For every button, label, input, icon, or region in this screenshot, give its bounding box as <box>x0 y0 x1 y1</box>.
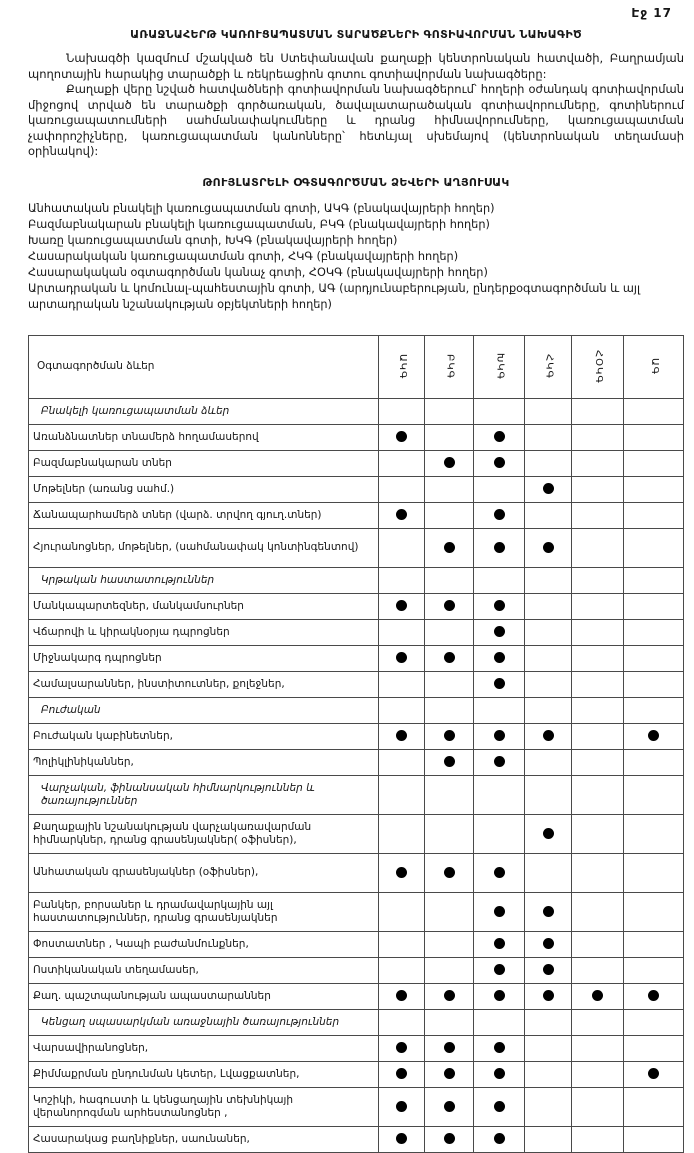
marker-cell <box>474 502 525 528</box>
filled-circle-icon <box>494 509 505 520</box>
marker-cell <box>379 502 425 528</box>
marker-cell <box>624 1035 684 1061</box>
marker-cell <box>474 619 525 645</box>
filled-circle-icon <box>543 542 554 553</box>
marker-cell <box>474 983 525 1009</box>
row-label: Կոշիկի, հագուստի և կենցաղային տեխնիկայի վերանորոգման արհեստանոցներ , <box>29 1087 379 1126</box>
marker-cell <box>624 593 684 619</box>
marker-cell <box>379 892 425 931</box>
marker-cell <box>379 645 425 671</box>
marker-cell <box>572 502 624 528</box>
filled-circle-icon <box>396 1042 407 1053</box>
row-label: Առանձնատներ տնամերձ հողամասերով <box>29 424 379 450</box>
filled-circle-icon <box>494 431 505 442</box>
marker-cell <box>379 814 425 853</box>
marker-cell <box>525 1087 572 1126</box>
marker-cell <box>425 671 474 697</box>
marker-cell <box>624 931 684 957</box>
marker-cell <box>572 1087 624 1126</box>
filled-circle-icon <box>396 730 407 741</box>
row-label: Վարչական, ֆինանսական հիմնարկություններ և ծառայություններ <box>29 775 379 814</box>
marker-cell <box>474 931 525 957</box>
marker-cell <box>525 697 572 723</box>
filled-circle-icon <box>543 906 554 917</box>
table-row <box>29 1061 684 1087</box>
marker-cell <box>624 398 684 424</box>
filled-circle-icon <box>396 509 407 520</box>
marker-cell <box>379 957 425 983</box>
marker-cell <box>572 424 624 450</box>
row-label: Բուժական <box>29 697 379 723</box>
column-header <box>379 335 425 398</box>
table-row <box>29 450 684 476</box>
marker-cell <box>525 502 572 528</box>
row-label: Կենցաղ սպասարկման առաջնային ծառայություններ <box>29 1009 379 1035</box>
marker-cell <box>525 775 572 814</box>
marker-cell <box>425 957 474 983</box>
marker-cell <box>525 957 572 983</box>
marker-cell <box>425 567 474 593</box>
marker-cell <box>572 476 624 502</box>
marker-cell <box>624 723 684 749</box>
marker-cell <box>572 671 624 697</box>
table-row <box>29 723 684 749</box>
filled-circle-icon <box>444 1133 455 1144</box>
marker-cell <box>425 502 474 528</box>
marker-cell <box>572 723 624 749</box>
column-header-label: ՀԿԳ <box>543 353 555 379</box>
marker-cell <box>624 957 684 983</box>
marker-cell <box>425 424 474 450</box>
marker-cell <box>624 424 684 450</box>
marker-cell <box>474 593 525 619</box>
row-label: Մոթելներ (առանց սահմ.) <box>29 476 379 502</box>
marker-cell <box>572 697 624 723</box>
row-label: Փոստատներ , Կապի բաժանմունքներ, <box>29 931 379 957</box>
table-row <box>29 892 684 931</box>
marker-cell <box>379 528 425 567</box>
filled-circle-icon <box>494 1101 505 1112</box>
marker-cell <box>525 749 572 775</box>
marker-cell <box>624 502 684 528</box>
marker-cell <box>525 671 572 697</box>
marker-cell <box>624 853 684 892</box>
marker-cell <box>525 1126 572 1152</box>
marker-cell <box>624 892 684 931</box>
marker-cell <box>624 450 684 476</box>
column-header <box>572 335 624 398</box>
filled-circle-icon <box>494 678 505 689</box>
legend-item: Անհատական բնակելի կառուցապատման գոտի, ԱԿԳ (բնակավայրերի հողեր) <box>28 201 495 215</box>
row-label: Ոստիկանական տեղամասեր, <box>29 957 379 983</box>
table-row <box>29 749 684 775</box>
marker-cell <box>379 723 425 749</box>
marker-cell <box>624 983 684 1009</box>
filled-circle-icon <box>543 938 554 949</box>
marker-cell <box>525 476 572 502</box>
filled-circle-icon <box>494 1068 505 1079</box>
filled-circle-icon <box>396 990 407 1001</box>
marker-cell <box>525 645 572 671</box>
row-label: Անհատական գրասենյակներ (օֆիսներ), <box>29 853 379 892</box>
row-label: Բանկեր, բորսաներ և դրամավարկային այլ հաստատություններ, դրանց գրասենյակներ <box>29 892 379 931</box>
filled-circle-icon <box>444 600 455 611</box>
filled-circle-icon <box>494 600 505 611</box>
filled-circle-icon <box>396 1101 407 1112</box>
marker-cell <box>425 853 474 892</box>
section-row <box>29 697 684 723</box>
column-header <box>624 335 684 398</box>
filled-circle-icon <box>648 1068 659 1079</box>
filled-circle-icon <box>494 1042 505 1053</box>
row-label: Քաղաքային նշանակության վարչակառավարման հիմնարկներ, դրանց գրասենյակներ( օֆիսներ), <box>29 814 379 853</box>
marker-cell <box>425 593 474 619</box>
document-title: ԱՌԱՋՆԱՀԵՐԹ ԿԱՌՈՒՑԱՊԱՏՄԱՆ ՏԱՐԱԾՔՆԵՐԻ ԳՈՏԻԱՎՈՐՄԱՆ ՆԱԽԱԳԻԾ <box>130 28 582 41</box>
header-row <box>29 335 684 398</box>
filled-circle-icon <box>494 938 505 949</box>
marker-cell <box>425 892 474 931</box>
table-row <box>29 1035 684 1061</box>
row-label: Մանկապարտեզներ, մանկամսուրներ <box>29 593 379 619</box>
marker-cell <box>624 619 684 645</box>
legend-item: Արտադրական և կոմունալ-պահեստային գոտի, ԱԳ (արդյունաբերության, ընդերքօգտագործման և այլ արտադրական նշանակության օբյեկտների հողեր) <box>28 281 641 311</box>
marker-cell <box>525 853 572 892</box>
filled-circle-icon <box>494 756 505 767</box>
row-label: Վարսավիրանոցներ, <box>29 1035 379 1061</box>
marker-cell <box>572 398 624 424</box>
filled-circle-icon <box>592 990 603 1001</box>
marker-cell <box>425 476 474 502</box>
marker-cell <box>525 567 572 593</box>
marker-cell <box>525 528 572 567</box>
row-label: Քաղ. պաշտպանության ապաստարաններ <box>29 983 379 1009</box>
marker-cell <box>525 723 572 749</box>
marker-cell <box>572 528 624 567</box>
marker-cell <box>379 697 425 723</box>
marker-cell <box>572 814 624 853</box>
filled-circle-icon <box>494 626 505 637</box>
filled-circle-icon <box>543 990 554 1001</box>
table-row <box>29 619 684 645</box>
marker-cell <box>525 619 572 645</box>
marker-cell <box>425 749 474 775</box>
table-row <box>29 645 684 671</box>
row-label: Համալսարաններ, ինստիտուտներ, քոլեջներ, <box>29 671 379 697</box>
marker-cell <box>379 1087 425 1126</box>
table-row <box>29 593 684 619</box>
table-row <box>29 853 684 892</box>
table-row <box>29 671 684 697</box>
marker-cell <box>624 476 684 502</box>
marker-cell <box>425 398 474 424</box>
marker-cell <box>624 671 684 697</box>
marker-cell <box>572 775 624 814</box>
filled-circle-icon <box>396 600 407 611</box>
marker-cell <box>572 957 624 983</box>
filled-circle-icon <box>444 756 455 767</box>
corner-header: Օգտագործման ձևեր <box>29 335 379 398</box>
row-label: Պոլիկլինիկաններ, <box>29 749 379 775</box>
marker-cell <box>425 528 474 567</box>
marker-cell <box>379 424 425 450</box>
marker-cell <box>474 1009 525 1035</box>
page-number: Էջ 17 <box>631 6 672 20</box>
marker-cell <box>379 1009 425 1035</box>
section-row <box>29 398 684 424</box>
marker-cell <box>572 749 624 775</box>
marker-cell <box>572 645 624 671</box>
marker-cell <box>624 645 684 671</box>
marker-cell <box>525 424 572 450</box>
marker-cell <box>474 749 525 775</box>
filled-circle-icon <box>396 652 407 663</box>
filled-circle-icon <box>444 457 455 468</box>
marker-cell <box>379 398 425 424</box>
marker-cell <box>624 1126 684 1152</box>
filled-circle-icon <box>444 542 455 553</box>
marker-cell <box>525 398 572 424</box>
marker-cell <box>474 697 525 723</box>
marker-cell <box>474 957 525 983</box>
marker-cell <box>525 1035 572 1061</box>
marker-cell <box>525 983 572 1009</box>
marker-cell <box>425 775 474 814</box>
paragraph: Քաղաքի վերը նշված հատվածների գոտիավորման նախագծերում՝ հողերի օժանդակ գոտիավորման միջոցով տրված են տարածքի գործառական, ծավալատարածական գոտիավորումները, գոտիներում կառուցապատումների սահմանափակումները և դրանց հիմնավորումները, կառուցապատման չափորոշիչները, կառուցապատման կանոնները՝ հետևյալ սխեմայով (կենտրոնական տեղամասի օրինակով): <box>28 82 684 158</box>
marker-cell <box>572 1061 624 1087</box>
column-header-label: ԱԿԳ <box>396 353 408 380</box>
marker-cell <box>379 671 425 697</box>
section-row <box>29 1009 684 1035</box>
marker-cell <box>474 723 525 749</box>
filled-circle-icon <box>494 542 505 553</box>
row-label: Կրթական հաստատություններ <box>29 567 379 593</box>
marker-cell <box>474 1035 525 1061</box>
column-header-label: ԲԿԳ <box>444 353 456 380</box>
filled-circle-icon <box>444 1042 455 1053</box>
marker-cell <box>572 892 624 931</box>
legend-item: Հասարակական օգտագործման կանաչ գոտի, ՀՕԿԳ (բնակավայրերի հողեր) <box>28 265 488 279</box>
marker-cell <box>425 1126 474 1152</box>
marker-cell <box>474 1087 525 1126</box>
table-row <box>29 1087 684 1126</box>
zoning-table <box>28 335 684 1153</box>
row-label: Բուժական կաբինետներ, <box>29 723 379 749</box>
filled-circle-icon <box>396 867 407 878</box>
column-header <box>474 335 525 398</box>
marker-cell <box>425 931 474 957</box>
filled-circle-icon <box>444 1101 455 1112</box>
marker-cell <box>474 645 525 671</box>
marker-cell <box>379 983 425 1009</box>
filled-circle-icon <box>543 730 554 741</box>
marker-cell <box>474 424 525 450</box>
marker-cell <box>379 931 425 957</box>
table-row <box>29 528 684 567</box>
marker-cell <box>425 983 474 1009</box>
filled-circle-icon <box>444 1068 455 1079</box>
marker-cell <box>474 671 525 697</box>
table-row <box>29 476 684 502</box>
column-header-label: ԽԿԳ <box>494 352 506 381</box>
filled-circle-icon <box>494 730 505 741</box>
column-header <box>525 335 572 398</box>
filled-circle-icon <box>648 730 659 741</box>
marker-cell <box>572 619 624 645</box>
marker-cell <box>572 1035 624 1061</box>
marker-cell <box>624 1009 684 1035</box>
section-row <box>29 567 684 593</box>
marker-cell <box>379 1126 425 1152</box>
marker-cell <box>379 1035 425 1061</box>
table-row <box>29 814 684 853</box>
marker-cell <box>525 814 572 853</box>
filled-circle-icon <box>444 730 455 741</box>
marker-cell <box>572 450 624 476</box>
column-header-label: ՀՕԿԳ <box>592 349 604 384</box>
marker-cell <box>624 1087 684 1126</box>
marker-cell <box>525 1009 572 1035</box>
marker-cell <box>572 1126 624 1152</box>
marker-cell <box>425 723 474 749</box>
marker-cell <box>624 749 684 775</box>
marker-cell <box>474 775 525 814</box>
marker-cell <box>572 1009 624 1035</box>
marker-cell <box>474 853 525 892</box>
filled-circle-icon <box>494 867 505 878</box>
table-row <box>29 931 684 957</box>
marker-cell <box>474 450 525 476</box>
row-label: Միջնակարգ դպրոցներ <box>29 645 379 671</box>
filled-circle-icon <box>396 1133 407 1144</box>
marker-cell <box>425 814 474 853</box>
legend-item: Բազմաբնակարան բնակելի կառուցապատման, ԲԿԳ (բնակավայրերի հողեր) <box>28 217 490 231</box>
marker-cell <box>572 567 624 593</box>
legend-item: Խառը կառուցապատման գոտի, ԽԿԳ (բնակավայրերի հողեր) <box>28 233 398 247</box>
marker-cell <box>624 814 684 853</box>
marker-cell <box>572 853 624 892</box>
marker-cell <box>474 476 525 502</box>
marker-cell <box>425 1035 474 1061</box>
marker-cell <box>425 619 474 645</box>
table-row <box>29 983 684 1009</box>
row-label: Քիմմաքրման ընդունման կետեր, Լվացքատներ, <box>29 1061 379 1087</box>
filled-circle-icon <box>444 867 455 878</box>
marker-cell <box>474 398 525 424</box>
filled-circle-icon <box>494 906 505 917</box>
marker-cell <box>474 567 525 593</box>
table-row <box>29 424 684 450</box>
marker-cell <box>379 450 425 476</box>
row-label: Ճանապարհամերձ տներ (վարձ. տրվող գյուղ.տներ) <box>29 502 379 528</box>
marker-cell <box>624 1061 684 1087</box>
table-row <box>29 1126 684 1152</box>
marker-cell <box>379 749 425 775</box>
legend-item: Հասարակական կառուցապատման գոտի, ՀԿԳ (բնակավայրերի հողեր) <box>28 249 459 263</box>
filled-circle-icon <box>543 483 554 494</box>
row-label: Հյուրանոցներ, մոթելներ, (սահմանափակ կոնտինգենտով) <box>29 528 379 567</box>
marker-cell <box>525 450 572 476</box>
filled-circle-icon <box>494 990 505 1001</box>
section-row <box>29 775 684 814</box>
marker-cell <box>624 528 684 567</box>
table-row <box>29 502 684 528</box>
marker-cell <box>572 983 624 1009</box>
filled-circle-icon <box>444 652 455 663</box>
marker-cell <box>425 1009 474 1035</box>
marker-cell <box>474 528 525 567</box>
paragraph: Նախագծի կազմում մշակված են Ստեփանավան քաղաքի կենտրոնական հատվածի, Բաղրամյան պողոտային հարակից տարածքի և ռեկրեացիոն գոտու գոտիավորման նախագծերը: <box>28 51 684 81</box>
marker-cell <box>474 1126 525 1152</box>
marker-cell <box>525 1061 572 1087</box>
marker-cell <box>572 931 624 957</box>
column-header-label: ԱԳ <box>648 357 660 376</box>
filled-circle-icon <box>543 828 554 839</box>
filled-circle-icon <box>494 457 505 468</box>
row-label: Հասարակաց բաղնիքներ, սաունաներ, <box>29 1126 379 1152</box>
marker-cell <box>624 567 684 593</box>
marker-cell <box>379 1061 425 1087</box>
marker-cell <box>379 593 425 619</box>
marker-cell <box>425 1087 474 1126</box>
filled-circle-icon <box>494 1133 505 1144</box>
filled-circle-icon <box>396 1068 407 1079</box>
legend-list <box>28 201 684 313</box>
marker-cell <box>474 892 525 931</box>
filled-circle-icon <box>396 431 407 442</box>
marker-cell <box>425 697 474 723</box>
marker-cell <box>379 567 425 593</box>
row-label: Վճարովի և կիրակնօրյա դպրոցներ <box>29 619 379 645</box>
marker-cell <box>425 450 474 476</box>
table-title: ԹՈՒՅԼԱՏՐԵԼԻ ՕԳՏԱԳՈՐԾՄԱՆ ՁԵՎԵՐԻ ԱՂՅՈՒՍԱԿ <box>202 175 510 189</box>
marker-cell <box>379 853 425 892</box>
marker-cell <box>572 593 624 619</box>
filled-circle-icon <box>494 964 505 975</box>
marker-cell <box>474 1061 525 1087</box>
marker-cell <box>425 645 474 671</box>
row-label: Բազմաբնակարան տներ <box>29 450 379 476</box>
marker-cell <box>379 619 425 645</box>
marker-cell <box>474 814 525 853</box>
filled-circle-icon <box>444 990 455 1001</box>
marker-cell <box>525 593 572 619</box>
marker-cell <box>525 931 572 957</box>
row-label: Բնակելի կառուցապատման ձևեր <box>29 398 379 424</box>
column-header <box>425 335 474 398</box>
marker-cell <box>624 775 684 814</box>
table-row <box>29 957 684 983</box>
marker-cell <box>525 892 572 931</box>
marker-cell <box>379 775 425 814</box>
marker-cell <box>624 697 684 723</box>
filled-circle-icon <box>494 652 505 663</box>
filled-circle-icon <box>648 990 659 1001</box>
marker-cell <box>379 476 425 502</box>
filled-circle-icon <box>543 964 554 975</box>
marker-cell <box>425 1061 474 1087</box>
